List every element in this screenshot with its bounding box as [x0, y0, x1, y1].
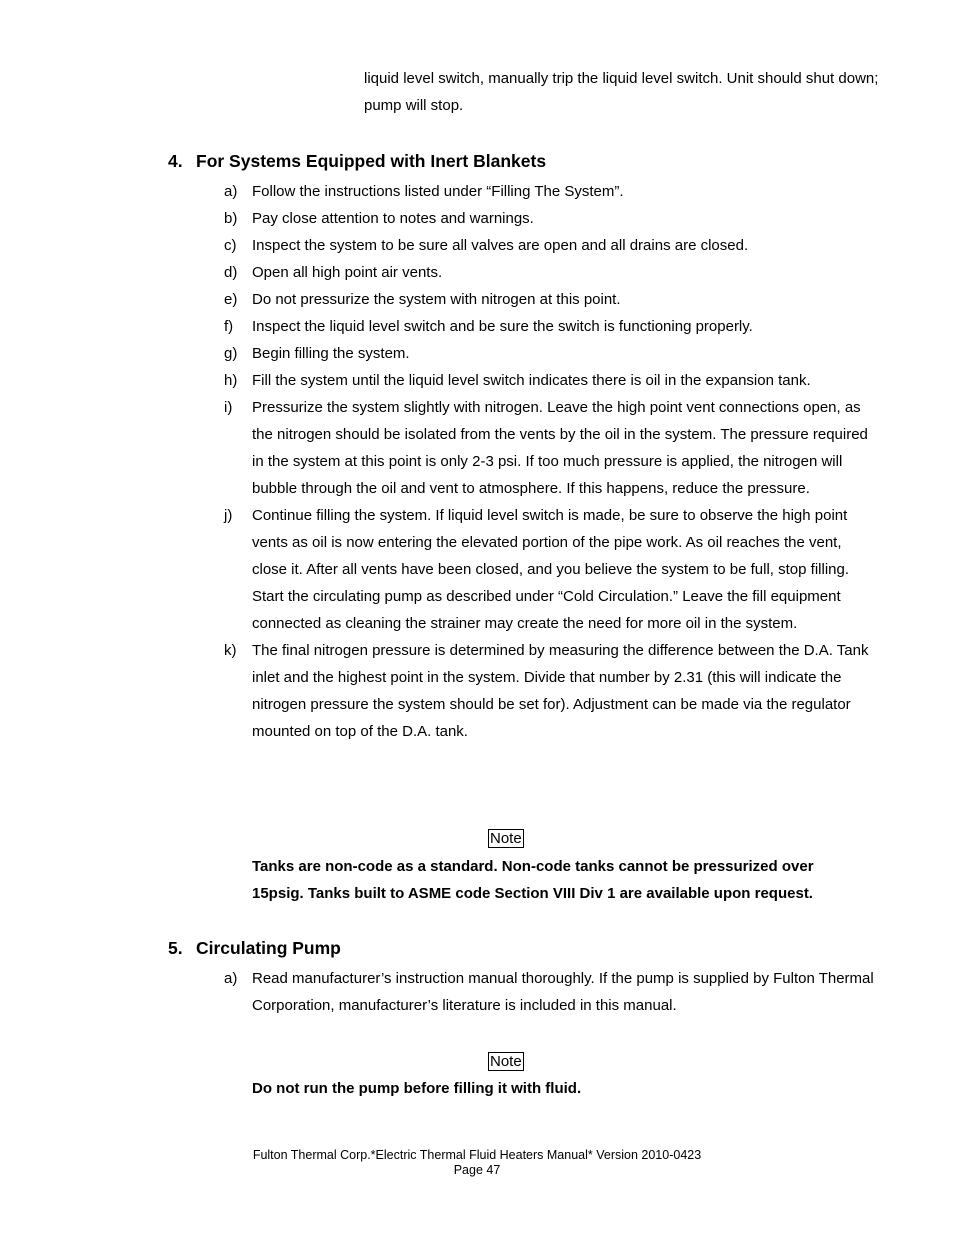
list-item — [224, 502, 874, 637]
list-item — [224, 205, 874, 232]
note-text: Do not run the pump before filling it with fluid. — [252, 1080, 582, 1097]
section-number: 4. — [168, 151, 183, 171]
list-text: Read manufacturer’s instruction manual thoroughly. If the pump is supplied by Fulton Thermal Corporation, manufacturer’s literature is included in this manual. — [252, 970, 874, 1014]
list-text: Do not pressurize the system with nitrogen at this point. — [252, 291, 621, 308]
continuation-paragraph: liquid level switch, manually trip the liquid level switch. Unit should shut down; pump will stop. — [364, 70, 879, 114]
list-marker: e) — [224, 291, 238, 308]
list-marker: i) — [224, 399, 233, 416]
list-item — [224, 259, 874, 286]
list-text: Pay close attention to notes and warnings. — [252, 210, 534, 227]
list-text: Inspect the system to be sure all valves are open and all drains are closed. — [252, 237, 749, 254]
section-5-heading — [168, 937, 341, 959]
list-item — [224, 340, 874, 367]
list-item — [224, 178, 874, 205]
list-marker: d) — [224, 264, 238, 281]
list-text: Pressurize the system slightly with nitrogen. Leave the high point vent connections open, as the nitrogen should be isolated from the vents by the oil in the system. The pressure required in the system at this point is only 2-3 psi. If too much pressure is applied, the nitrogen will bubble through the oil and vent to atmosphere. If this happens, reduce the pressure. — [252, 399, 868, 497]
list-marker: a) — [224, 970, 238, 987]
section-4-heading — [168, 150, 546, 172]
list-text: The final nitrogen pressure is determined by measuring the difference between the D.A. Tank inlet and the highest point in the system. Divide that number by 2.31 (this will indicate the nitrogen pressure the system should be set for). Adjustment can be made via the regulator mounted on top of the D.A. tank. — [252, 642, 869, 740]
list-item — [224, 232, 874, 259]
list-item — [224, 286, 874, 313]
list-marker: j) — [224, 507, 233, 524]
list-item — [224, 394, 874, 502]
note-label: Note — [490, 830, 522, 847]
note-text: Tanks are non-code as a standard. Non-code tanks cannot be pressurized over 15psig. Tanks built to ASME code Section VIII Div 1 are available upon request. — [252, 858, 814, 902]
page-footer — [0, 1148, 954, 1178]
section-title: For Systems Equipped with Inert Blankets — [196, 151, 547, 171]
list-marker: k) — [224, 642, 237, 659]
list-marker: h) — [224, 372, 238, 389]
list-item — [224, 637, 874, 745]
footer-title: Fulton Thermal Corp.*Electric Thermal Fluid Heaters Manual* Version 2010-0423 — [252, 1148, 702, 1162]
page-number: Page 47 — [453, 1163, 501, 1177]
list-marker: f) — [224, 318, 234, 335]
list-marker: a) — [224, 183, 238, 200]
section-title: Circulating Pump — [196, 938, 341, 958]
list-item — [224, 965, 874, 1019]
list-marker: g) — [224, 345, 238, 362]
list-text: Open all high point air vents. — [252, 264, 443, 281]
list-text: Fill the system until the liquid level switch indicates there is oil in the expansion tank. — [252, 372, 811, 389]
section-5-list — [224, 965, 874, 1019]
list-text: Inspect the liquid level switch and be sure the switch is functioning properly. — [252, 318, 753, 335]
section-number: 5. — [168, 938, 183, 958]
list-text: Continue filling the system. If liquid level switch is made, be sure to observe the high point vents as oil is now entering the elevated portion of the pipe work. As oil reaches the vent, close it. After all vents have been closed, and you believe the system to be full, stop filling. Start the circulating pump as described under “Cold Circulation.” Leave the fill equipment connected as cleaning the strainer may create the need for more oil in the system. — [252, 507, 850, 632]
note-label: Note — [490, 1053, 522, 1070]
list-text: Begin filling the system. — [252, 345, 410, 362]
list-text: Follow the instructions listed under “Filling The System”. — [252, 183, 624, 200]
section-4-list — [224, 178, 874, 745]
list-item — [224, 367, 874, 394]
list-marker: b) — [224, 210, 238, 227]
list-item — [224, 313, 874, 340]
list-marker: c) — [224, 237, 237, 254]
